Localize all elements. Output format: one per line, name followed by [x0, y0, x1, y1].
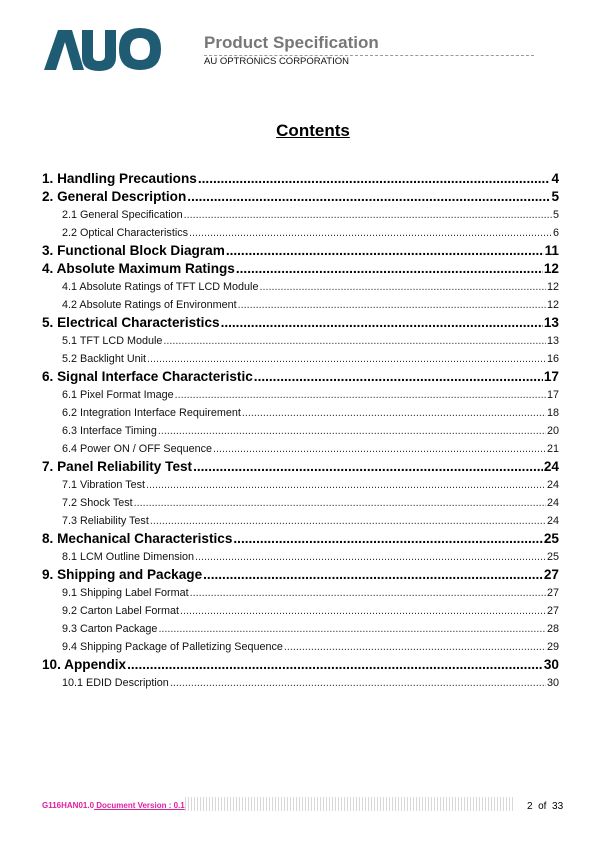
toc-subsection-entry[interactable] — [42, 620, 559, 638]
toc-dot-leader — [163, 332, 546, 350]
toc-entry-page: 29 — [546, 641, 559, 653]
toc-entry-page: 18 — [546, 407, 559, 419]
toc-subsection-entry[interactable] — [42, 278, 559, 296]
toc-entry-page: 27 — [543, 567, 559, 582]
toc-subsection-entry[interactable] — [42, 386, 559, 404]
toc-dot-leader — [203, 566, 543, 584]
toc-dot-leader — [158, 422, 546, 440]
toc-section-entry[interactable] — [42, 530, 559, 548]
toc-subsection-entry[interactable] — [42, 548, 559, 566]
toc-subsection-entry[interactable] — [42, 422, 559, 440]
toc-section-entry[interactable] — [42, 566, 559, 584]
toc-entry-page: 28 — [546, 623, 559, 635]
footer-decoration — [185, 797, 515, 811]
toc-entry-page: 12 — [546, 299, 559, 311]
current-page: 2 — [527, 801, 533, 812]
toc-dot-leader — [193, 458, 543, 476]
toc-dot-leader — [259, 278, 546, 296]
toc-entry-page: 13 — [543, 315, 559, 330]
toc-entry-page: 12 — [543, 261, 559, 276]
page-of-label: of — [538, 801, 547, 812]
auo-logo — [42, 26, 162, 72]
toc-entry-page: 20 — [546, 425, 559, 437]
toc-dot-leader — [189, 224, 552, 242]
toc-entry-label: 7.2 Shock Test — [62, 497, 133, 509]
toc-entry-label: 9.3 Carton Package — [62, 623, 158, 635]
toc-entry-label: 6.2 Integration Interface Requirement — [62, 407, 241, 419]
toc-entry-page: 16 — [546, 353, 559, 365]
toc-dot-leader — [284, 638, 546, 656]
toc-entry-label: 6.1 Pixel Format Image — [62, 389, 174, 401]
toc-dot-leader — [190, 584, 546, 602]
toc-subsection-entry[interactable] — [42, 602, 559, 620]
toc-subsection-entry[interactable] — [42, 476, 559, 494]
footer-document-id — [42, 801, 185, 810]
toc-entry-label: 3. Functional Block Diagram — [42, 243, 225, 258]
toc-entry-page: 24 — [543, 459, 559, 474]
toc-dot-leader — [213, 440, 546, 458]
toc-entry-label: 10. Appendix — [42, 657, 127, 672]
toc-subsection-entry[interactable] — [42, 584, 559, 602]
toc-subsection-entry[interactable] — [42, 206, 559, 224]
toc-entry-page: 17 — [543, 369, 559, 384]
toc-dot-leader — [150, 512, 546, 530]
toc-entry-page: 25 — [543, 531, 559, 546]
toc-entry-label: 4.1 Absolute Ratings of TFT LCD Module — [62, 281, 259, 293]
toc-entry-page: 30 — [546, 677, 559, 689]
toc-entry-label: 2. General Description — [42, 189, 187, 204]
footer-version: Document Version : 0.1 — [94, 801, 185, 810]
toc-entry-page: 11 — [544, 243, 559, 258]
toc-entry-page: 24 — [546, 515, 559, 527]
toc-subsection-entry[interactable] — [42, 440, 559, 458]
toc-entry-label: 7. Panel Reliability Test — [42, 459, 193, 474]
toc-entry-page: 5 — [552, 209, 559, 221]
toc-entry-label: 2.1 General Specification — [62, 209, 183, 221]
toc-dot-leader — [236, 260, 543, 278]
toc-entry-page: 30 — [543, 657, 559, 672]
toc-section-entry[interactable] — [42, 170, 559, 188]
toc-entry-page: 25 — [546, 551, 559, 563]
toc-entry-label: 9.2 Carton Label Format — [62, 605, 180, 617]
toc-section-entry[interactable] — [42, 368, 559, 386]
toc-entry-page: 17 — [546, 389, 559, 401]
toc-entry-page: 4 — [551, 171, 559, 186]
toc-dot-leader — [226, 242, 544, 260]
toc-dot-leader — [180, 602, 546, 620]
toc-entry-label: 5.1 TFT LCD Module — [62, 335, 163, 347]
toc-entry-label: 9. Shipping and Package — [42, 567, 203, 582]
toc-entry-page: 12 — [546, 281, 559, 293]
toc-section-entry[interactable] — [42, 314, 559, 332]
toc-entry-page: 13 — [546, 335, 559, 347]
toc-subsection-entry[interactable] — [42, 350, 559, 368]
toc-entry-label: 6.3 Interface Timing — [62, 425, 157, 437]
toc-entry-label: 8. Mechanical Characteristics — [42, 531, 233, 546]
toc-dot-leader — [158, 620, 546, 638]
toc-dot-leader — [233, 530, 542, 548]
toc-section-entry[interactable] — [42, 242, 559, 260]
toc-entry-page: 6 — [552, 227, 559, 239]
toc-dot-leader — [238, 296, 546, 314]
toc-subsection-entry[interactable] — [42, 494, 559, 512]
toc-entry-page: 27 — [546, 587, 559, 599]
table-of-contents — [42, 170, 559, 692]
contents-heading: Contents — [276, 121, 350, 140]
toc-entry-page: 21 — [546, 443, 559, 455]
toc-dot-leader — [170, 674, 546, 692]
toc-entry-label: 4. Absolute Maximum Ratings — [42, 261, 235, 276]
total-pages: 33 — [552, 801, 564, 812]
toc-entry-label: 6.4 Power ON / OFF Sequence — [62, 443, 213, 455]
toc-section-entry[interactable] — [42, 188, 559, 206]
toc-dot-leader — [175, 386, 546, 404]
toc-entry-label: 9.1 Shipping Label Format — [62, 587, 189, 599]
toc-entry-page: 27 — [546, 605, 559, 617]
toc-entry-label: 5. Electrical Characteristics — [42, 315, 220, 330]
toc-dot-leader — [198, 170, 551, 188]
toc-entry-page: 5 — [551, 189, 559, 204]
toc-dot-leader — [254, 368, 543, 386]
toc-dot-leader — [146, 476, 546, 494]
toc-dot-leader — [147, 350, 546, 368]
toc-entry-label: 1. Handling Precautions — [42, 171, 197, 186]
toc-dot-leader — [221, 314, 543, 332]
toc-subsection-entry[interactable] — [42, 296, 559, 314]
toc-dot-leader — [187, 188, 550, 206]
toc-dot-leader — [134, 494, 546, 512]
toc-entry-label: 9.4 Shipping Package of Palletizing Sequence — [62, 641, 283, 653]
toc-section-entry[interactable] — [42, 260, 559, 278]
toc-entry-label: 5.2 Backlight Unit — [62, 353, 147, 365]
toc-subsection-entry[interactable] — [42, 332, 559, 350]
toc-subsection-entry[interactable] — [42, 224, 559, 242]
toc-subsection-entry[interactable] — [42, 638, 559, 656]
toc-section-entry[interactable] — [42, 458, 559, 476]
toc-entry-label: 7.3 Reliability Test — [62, 515, 149, 527]
toc-dot-leader — [195, 548, 546, 566]
toc-dot-leader — [184, 206, 552, 224]
toc-entry-label: 4.2 Absolute Ratings of Environment — [62, 299, 237, 311]
toc-dot-leader — [127, 656, 543, 674]
toc-entry-label: 10.1 EDID Description — [62, 677, 169, 689]
toc-entry-label: 2.2 Optical Characteristics — [62, 227, 189, 239]
toc-subsection-entry[interactable] — [42, 674, 559, 692]
header-subtitle: AU OPTRONICS CORPORATION — [204, 56, 349, 67]
toc-subsection-entry[interactable] — [42, 512, 559, 530]
toc-entry-label: 7.1 Vibration Test — [62, 479, 146, 491]
footer-model: G116HAN01.0 — [42, 801, 95, 810]
toc-entry-page: 24 — [546, 497, 559, 509]
toc-entry-page: 24 — [546, 479, 559, 491]
toc-entry-label: 6. Signal Interface Characteristic — [42, 369, 253, 384]
header-title: Product Specification — [204, 33, 379, 52]
footer-page-number — [527, 801, 563, 812]
toc-entry-label: 8.1 LCM Outline Dimension — [62, 551, 195, 563]
toc-dot-leader — [242, 404, 546, 422]
toc-section-entry[interactable] — [42, 656, 559, 674]
toc-subsection-entry[interactable] — [42, 404, 559, 422]
